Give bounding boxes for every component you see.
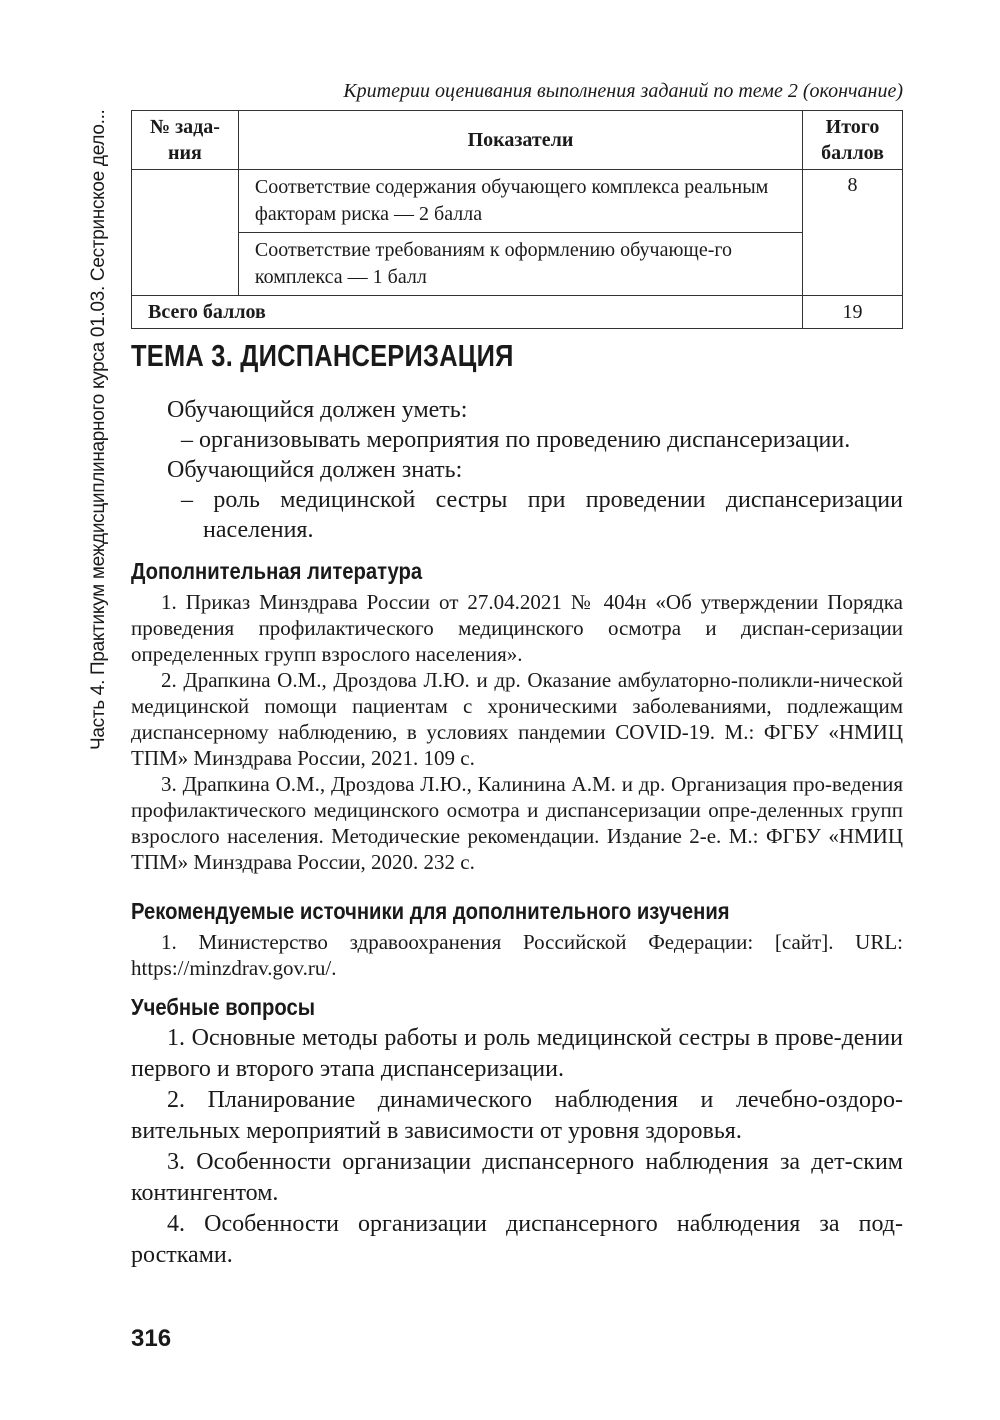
study-questions-list (131, 1023, 903, 1271)
header-indicators: Показатели (238, 111, 802, 170)
must-do-label: Обучающийся должен уметь: (167, 397, 468, 423)
running-header-vertical: Часть 4. Практикум междисциплинарного курса 01.03. Сестринское дело... (88, 109, 109, 750)
list-item: 2. Драпкина О.М., Дроздова Л.Ю. и др. Оказание амбулаторно-поликли-нической медицинской помощи пациентам с хроническими заболеваниями, подлежащим диспансерному наблюдению, в условиях пандемии COVID-19. М.: ФГБУ «НМИЦ ТПМ» Минздрава России, 2021. 109 с. (131, 668, 903, 770)
header-total-points: Итого баллов (803, 111, 903, 170)
task-number-cell (132, 170, 239, 296)
indicator-cell: Соответствие содержания обучающего комплекса реальным факторам риска — 2 балла (238, 170, 802, 233)
table-total-row (132, 296, 903, 329)
table-row (132, 233, 903, 296)
table-row (132, 170, 903, 233)
list-item: 4. Особенности организации диспансерного наблюдения за под-ростками. (131, 1211, 903, 1268)
points-cell: 8 (803, 170, 903, 296)
recommended-sources-list (131, 929, 903, 981)
indicator-cell: Соответствие требованиям к оформлению обучающе-го комплекса — 1 балл (238, 233, 802, 296)
list-item: 1. Приказ Минздрава России от 27.04.2021 № 404н «Об утверждении Порядка проведения профилактического медицинского осмотра и диспан-серизации определенных групп взрослого населения». (131, 590, 903, 666)
total-label: Всего баллов (132, 296, 803, 329)
list-item: 1. Основные методы работы и роль медицинской сестры в прове-дении первого и второго этапа диспансеризации. (131, 1025, 903, 1082)
recommended-sources-heading: Рекомендуемые источники для дополнительного изучения (131, 898, 730, 924)
table-caption: Критерии оценивания выполнения заданий по теме 2 (окончание) (343, 80, 903, 102)
criteria-table (131, 110, 903, 329)
additional-literature-heading: Дополнительная литература (131, 558, 423, 584)
table-header-row (132, 111, 903, 170)
page-number: 316 (131, 1325, 172, 1352)
learning-outcomes (131, 395, 903, 545)
header-task-number: № зада- ния (132, 111, 239, 170)
list-item: 2. Планирование динамического наблюдения и лечебно-оздоро-вительных мероприятий в зависимости от уровня здоровья. (131, 1087, 903, 1144)
total-value: 19 (803, 296, 903, 329)
additional-literature-list (131, 589, 903, 875)
study-questions-heading: Учебные вопросы (131, 994, 315, 1020)
must-know-item: – роль медицинской сестры при проведении диспансеризации населения. (181, 487, 903, 543)
theme-title: ТЕМА 3. ДИСПАНСЕРИЗАЦИЯ (131, 338, 514, 373)
list-item: 1. Министерство здравоохранения Российской Федерации: [сайт]. URL: https://minzdrav.gov.ru/. (131, 930, 903, 980)
must-know-label: Обучающийся должен знать: (167, 457, 463, 483)
must-do-item: – организовывать мероприятия по проведению диспансеризации. (181, 427, 851, 453)
list-item: 3. Особенности организации диспансерного наблюдения за дет-ским контингентом. (131, 1149, 903, 1206)
list-item: 3. Драпкина О.М., Дроздова Л.Ю., Калинина А.М. и др. Организация про-ведения профилактического медицинского осмотра и диспансеризации опре-деленных групп взрослого населения. Методические рекомендации. Издание 2-е. М.: ФГБУ «НМИЦ ТПМ» Минздрава России, 2020. 232 с. (131, 772, 903, 874)
